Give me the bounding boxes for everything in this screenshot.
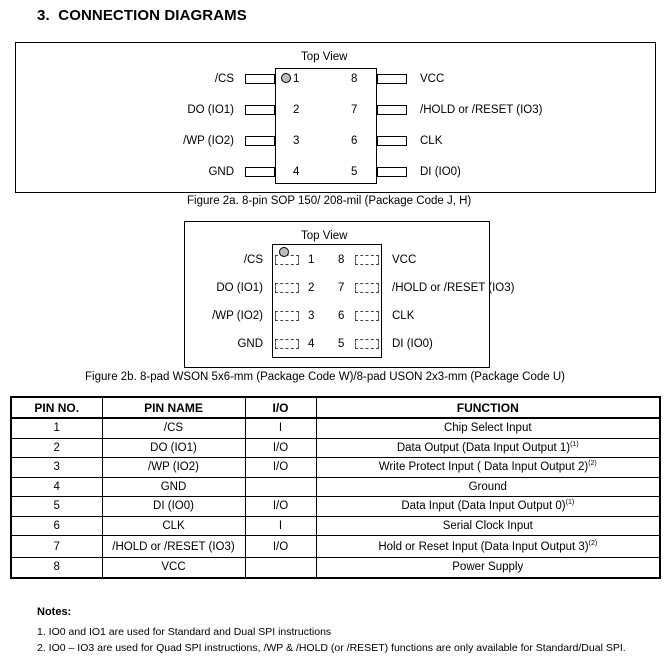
fig2a-left-label: /CS <box>214 73 234 85</box>
fig2b-pin-number: 4 <box>308 338 315 350</box>
header-io: I/O <box>245 397 316 418</box>
header-function: FUNCTION <box>316 397 660 418</box>
fig2a-pin1-marker <box>281 73 291 83</box>
fig2a-pin-number: 2 <box>293 104 300 116</box>
fig2b-top-view: Top View <box>301 230 348 242</box>
fig2b-left-label: GND <box>237 338 263 350</box>
function-text: Hold or Reset Input (Data Input Output 3) <box>378 540 589 553</box>
fig2b-pin-number: 1 <box>308 254 315 266</box>
pin-no-cell: 6 <box>11 516 102 536</box>
fig2b-right-label: CLK <box>392 310 415 322</box>
fig2b-pad <box>355 339 379 349</box>
pin-name-cell: /WP (IO2) <box>102 458 245 478</box>
pin-name-cell: GND <box>102 477 245 497</box>
io-cell: I <box>245 516 316 536</box>
io-cell: I/O <box>245 536 316 558</box>
fig2a-right-label: /HOLD or /RESET (IO3) <box>420 104 543 116</box>
fig2a-pin-number: 8 <box>351 73 358 85</box>
fig2b-pad <box>275 339 299 349</box>
fig2b-pad <box>355 311 379 321</box>
fig2a-pin-number: 4 <box>293 166 300 178</box>
pin-name-cell: /CS <box>102 418 245 438</box>
fig2b-pad <box>275 255 299 265</box>
fig2b-pin-number: 7 <box>338 282 345 294</box>
fig2b-right-label: VCC <box>392 254 417 266</box>
table-row <box>11 558 660 578</box>
fig2b-pin-number: 3 <box>308 310 315 322</box>
function-text: Write Protect Input ( Data Input Output 2) <box>378 461 589 474</box>
function-cell <box>316 497 660 517</box>
fig2a-right-label: DI (IO0) <box>420 166 461 178</box>
io-cell: I/O <box>245 458 316 478</box>
fig2a-right-label: VCC <box>420 73 445 85</box>
fig2a-right-label: CLK <box>420 135 443 147</box>
io-cell <box>245 558 316 578</box>
table-row <box>11 438 660 458</box>
pin-name-cell: CLK <box>102 516 245 536</box>
fig2a-top-view: Top View <box>301 51 348 63</box>
io-cell: I/O <box>245 497 316 517</box>
function-cell <box>316 438 660 458</box>
fig2b-pin-number: 5 <box>338 338 345 350</box>
function-cell <box>316 516 660 536</box>
header-pin-name: PIN NAME <box>102 397 245 418</box>
pin-name-cell: DO (IO1) <box>102 438 245 458</box>
function-text: Serial Clock Input <box>442 519 533 532</box>
fig2a-pin-number: 5 <box>351 166 358 178</box>
footnote-ref: (2) <box>588 460 597 468</box>
fig2a-lead <box>245 105 275 115</box>
pin-no-cell: 8 <box>11 558 102 578</box>
function-text: Data Output (Data Input Output 1) <box>396 441 571 454</box>
fig2b-pin-number: 2 <box>308 282 315 294</box>
fig2a-left-label: DO (IO1) <box>187 104 234 116</box>
fig2a-lead <box>377 105 407 115</box>
table-row <box>11 458 660 478</box>
fig2a-lead <box>377 136 407 146</box>
fig2b-pin-number: 8 <box>338 254 345 266</box>
fig2b-left-label: /CS <box>243 254 263 266</box>
figure-2b-caption: Figure 2b. 8-pad WSON 5x6-mm (Package Code W)/8-pad USON 2x3-mm (Package Code U) <box>85 371 565 383</box>
function-cell <box>316 558 660 578</box>
function-cell <box>316 418 660 438</box>
pin-no-cell: 1 <box>11 418 102 438</box>
fig2b-right-label: DI (IO0) <box>392 338 433 350</box>
fig2a-pin-number: 1 <box>293 73 300 85</box>
table-row <box>11 536 660 558</box>
table-row <box>11 516 660 536</box>
pin-name-cell: /HOLD or /RESET (IO3) <box>102 536 245 558</box>
table-header-row <box>11 397 660 418</box>
function-text: Ground <box>468 480 507 493</box>
fig2b-pad <box>355 283 379 293</box>
table-row <box>11 418 660 438</box>
pin-no-cell: 7 <box>11 536 102 558</box>
function-cell <box>316 477 660 497</box>
fig2b-pin-number: 6 <box>338 310 345 322</box>
fig2a-left-label: /WP (IO2) <box>183 135 234 147</box>
notes-title: Notes: <box>37 606 72 618</box>
function-cell <box>316 458 660 478</box>
fig2a-lead <box>245 167 275 177</box>
note-item: 1. IO0 and IO1 are used for Standard and Dual SPI instructions <box>37 626 332 638</box>
fig2b-left-label: DO (IO1) <box>216 282 263 294</box>
fig2a-lead <box>377 74 407 84</box>
io-cell: I <box>245 418 316 438</box>
pin-no-cell: 4 <box>11 477 102 497</box>
io-cell <box>245 477 316 497</box>
pin-name-cell: VCC <box>102 558 245 578</box>
header-pin-no: PIN NO. <box>11 397 102 418</box>
pin-name-cell: DI (IO0) <box>102 497 245 517</box>
footnote-ref: (1) <box>570 440 579 448</box>
fig2b-pad <box>275 311 299 321</box>
section-number: 3. <box>37 7 50 24</box>
section-title: CONNECTION DIAGRAMS <box>58 7 247 24</box>
fig2a-lead <box>377 167 407 177</box>
table-row <box>11 477 660 497</box>
fig2a-lead <box>245 136 275 146</box>
table-row <box>11 497 660 517</box>
fig2b-pad <box>355 255 379 265</box>
fig2a-pin-number: 3 <box>293 135 300 147</box>
pin-description-table <box>10 396 661 579</box>
pin-no-cell: 2 <box>11 438 102 458</box>
function-text: Chip Select Input <box>443 422 532 435</box>
io-cell: I/O <box>245 438 316 458</box>
fig2a-pin-number: 6 <box>351 135 358 147</box>
section-heading <box>37 7 247 24</box>
fig2b-right-label: /HOLD or /RESET (IO3) <box>392 282 515 294</box>
footnote-ref: (1) <box>565 499 575 507</box>
fig2a-left-label: GND <box>208 166 234 178</box>
fig2a-chip-body <box>275 68 377 184</box>
fig2b-pad <box>275 283 299 293</box>
function-text: Data Input (Data Input Output 0) <box>401 500 566 513</box>
footnote-ref: (2) <box>588 539 598 547</box>
figure-2a-caption: Figure 2a. 8-pin SOP 150/ 208-mil (Package Code J, H) <box>187 195 472 207</box>
function-cell <box>316 536 660 558</box>
fig2a-pin-number: 7 <box>351 104 358 116</box>
fig2b-left-label: /WP (IO2) <box>212 310 263 322</box>
pin-no-cell: 5 <box>11 497 102 517</box>
note-item: 2. IO0 – IO3 are used for Quad SPI instructions, /WP & /HOLD (or /RESET) functions are only available for Standard/Dual SPI. <box>37 642 626 654</box>
fig2a-lead <box>245 74 275 84</box>
function-text: Power Supply <box>452 561 524 574</box>
pin-no-cell: 3 <box>11 458 102 478</box>
